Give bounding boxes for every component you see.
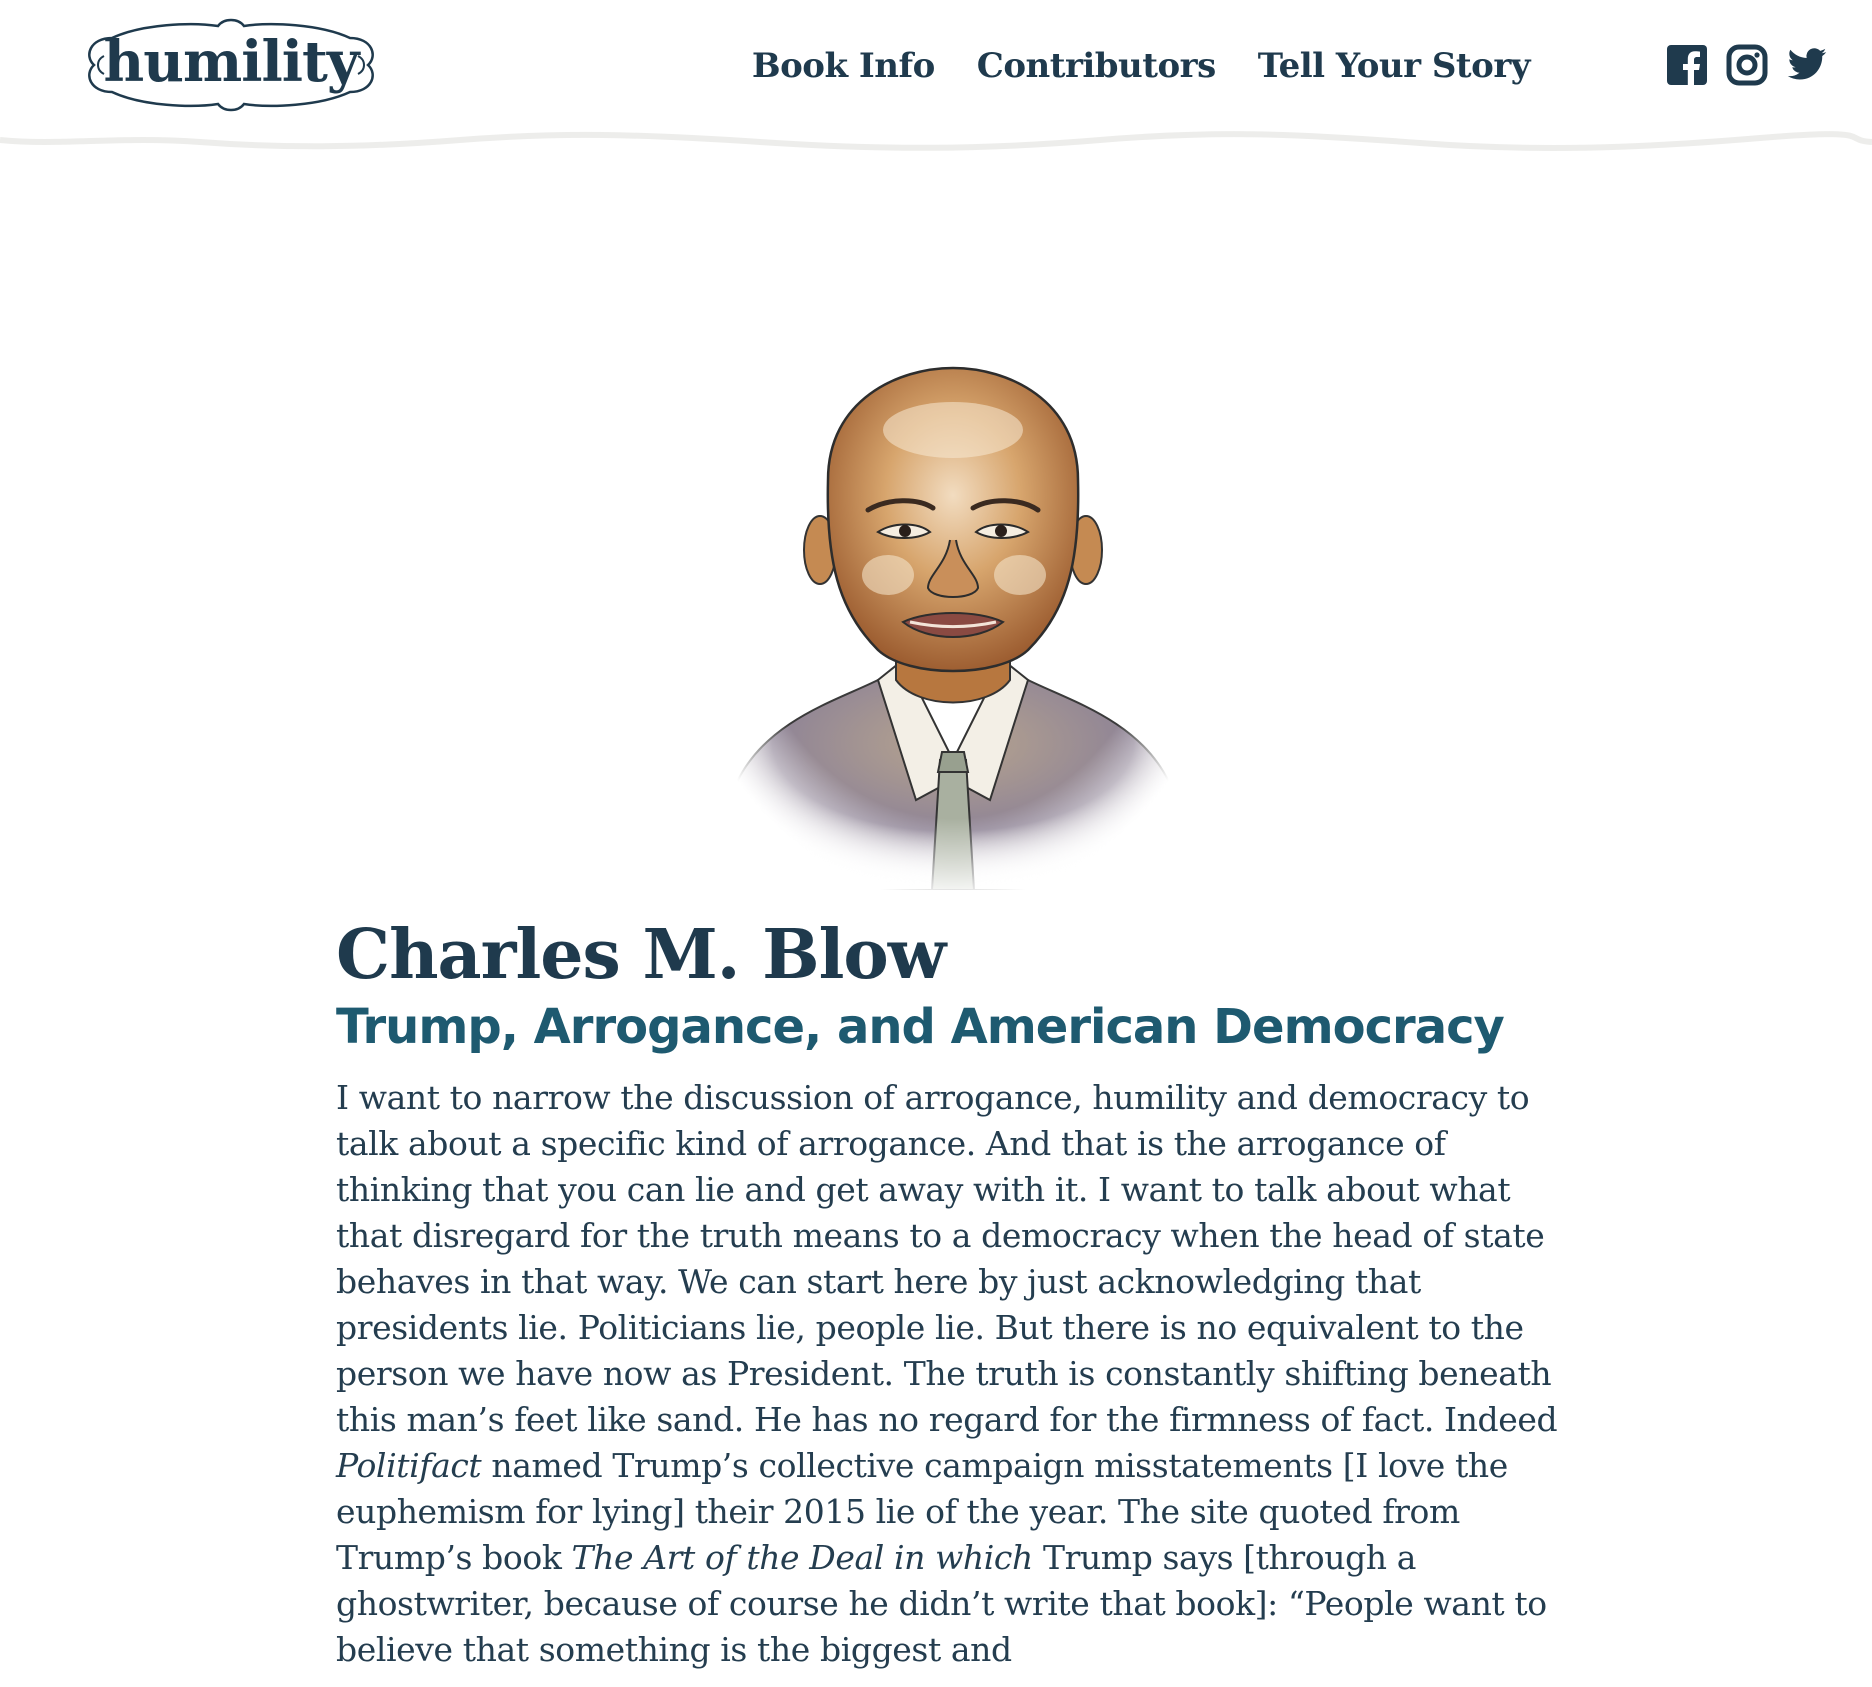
social-links [1666,44,1828,86]
essay-text: named Trump’s collective campaign misstatements [I love the euphemism for lying] their 2015 lie of the year. The site quoted from Trump’s book [336,1446,1508,1577]
essay-emphasis: The Art of the Deal in which [571,1538,1033,1577]
humility-logo[interactable] [82,16,380,114]
instagram-link[interactable] [1726,44,1768,86]
twitter-link[interactable] [1786,44,1828,86]
essay-text: Trump says [through a ghostwriter, because of course he didn’t write that book]: “People want to believe that something is the biggest and [336,1538,1547,1669]
essay-title: Trump, Arrogance, and American Democracy [336,999,1504,1055]
article [336,915,1586,1673]
essay-body [336,1075,1576,1673]
essay-emphasis: Politifact [336,1446,482,1485]
instagram-icon [1726,44,1768,86]
facebook-link[interactable] [1666,44,1708,86]
essay-text: I want to narrow the discussion of arrogance, humility and democracy to talk about a specific kind of arrogance. And that is the arrogance of thinking that you can lie and get away with it. I want to talk about what that disregard for the truth means to a democracy when the head of state behaves in that way. We can start here by just acknowledging that presidents lie. Politicians lie, people lie. But there is no equivalent to the person we have now as President. The truth is constantly shifting beneath this man’s feet like sand. He has no regard for the firmness of fact. Indeed [336,1078,1558,1439]
main-nav [752,38,1530,94]
nav-contributors[interactable]: Contributors [976,46,1216,86]
logo-wordmark: humility [103,29,359,95]
nav-book-info[interactable]: Book Info [751,46,935,86]
contributor-portrait [728,360,1178,890]
nav-tell-your-story[interactable]: Tell Your Story [1257,46,1530,86]
facebook-icon [1666,44,1708,86]
twitter-icon [1786,44,1828,86]
contributor-name: Charles M. Blow [336,915,946,995]
torn-paper-edge [0,128,1872,158]
